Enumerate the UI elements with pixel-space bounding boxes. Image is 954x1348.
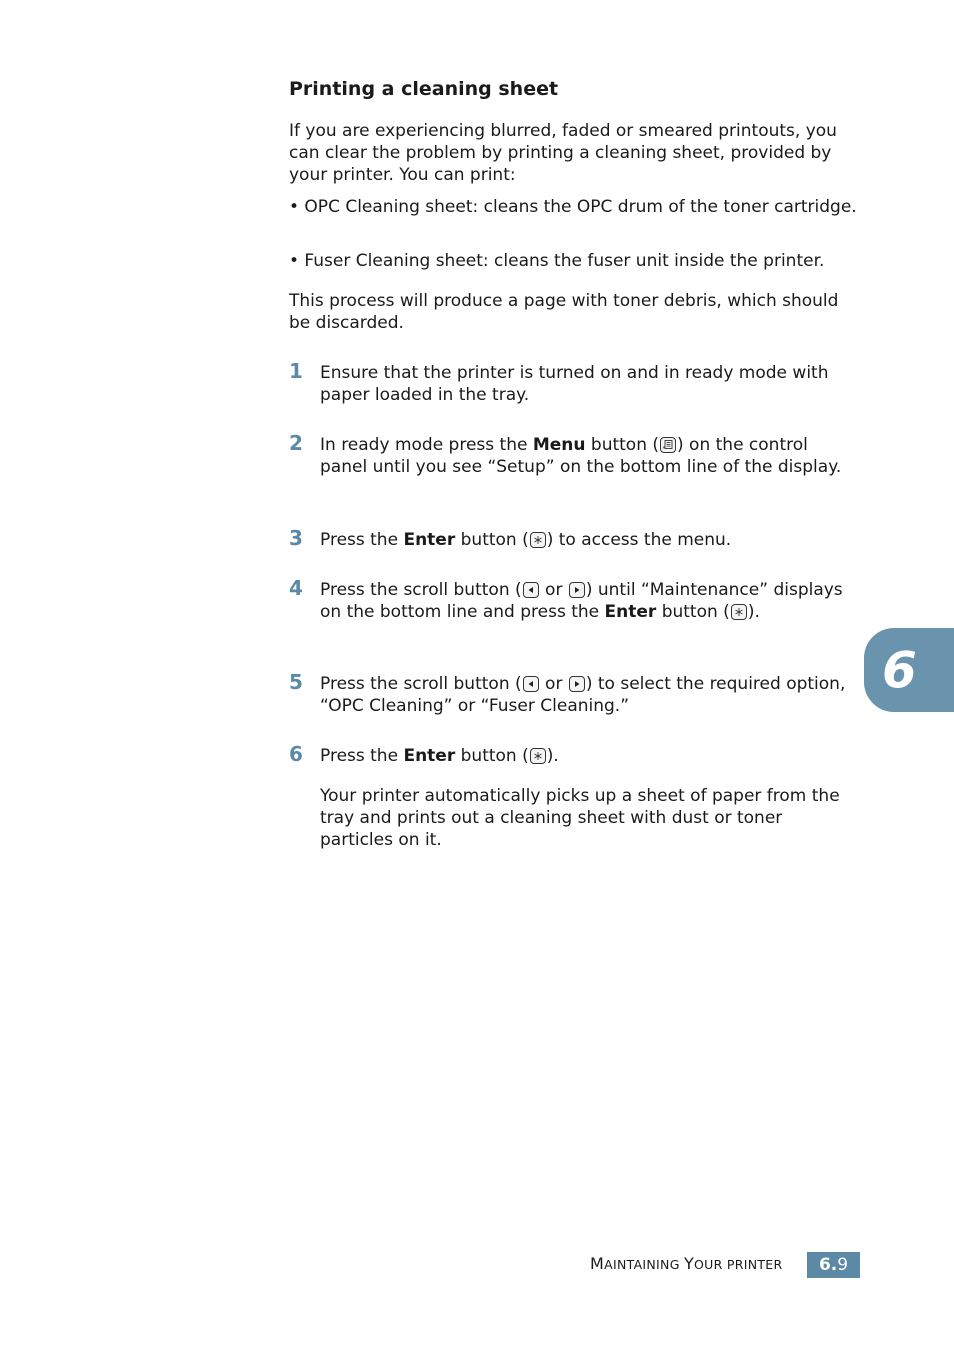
section-heading: Printing a cleaning sheet: [289, 78, 559, 100]
step-number: 3: [289, 526, 303, 550]
step-4: [289, 576, 859, 623]
footer-chapter-title: MAINTAINING YOUR PRINTER: [590, 1254, 783, 1273]
enter-button-label: Enter: [403, 746, 456, 766]
step-number: 5: [289, 670, 303, 694]
scroll-right-key-icon: [569, 676, 585, 692]
scroll-left-key-icon: [523, 676, 539, 692]
step-text: Press the Enter button ( ) to access the menu.: [320, 530, 732, 550]
step-number: 1: [289, 359, 303, 383]
scroll-left-key-icon: [523, 582, 539, 598]
step-text: Press the scroll button ( or ) to select the required option, “OPC Cleaning” or “Fuser Cleaning.”: [320, 674, 846, 716]
step-text: Press the Enter button ( ).: [320, 746, 559, 766]
step-2: [289, 431, 859, 478]
page-number: 9: [837, 1255, 849, 1275]
enter-key-icon: [530, 532, 546, 548]
step-3: [289, 526, 859, 551]
step-6-followup: Your printer automatically picks up a sheet of paper from the tray and prints out a cleaning sheet with dust or toner particles on it.: [320, 786, 840, 850]
discard-note: This process will produce a page with toner debris, which should be discarded.: [289, 291, 839, 333]
step-number: 4: [289, 576, 303, 600]
chapter-tab-number: 6: [882, 641, 917, 699]
step-number: 2: [289, 431, 303, 455]
bullet-opc: • OPC Cleaning sheet: cleans the OPC drum of the toner cartridge.: [289, 197, 857, 217]
step-text: Press the scroll button ( or ) until “Maintenance” displays on the bottom line and press the Enter button ( ).: [320, 580, 843, 622]
enter-button-label: Enter: [604, 602, 657, 622]
enter-key-icon: [731, 604, 747, 620]
bullet-fuser: • Fuser Cleaning sheet: cleans the fuser unit inside the printer.: [289, 251, 825, 271]
chapter-tab: [864, 628, 954, 712]
step-number: 6: [289, 742, 303, 766]
enter-button-label: Enter: [403, 530, 456, 550]
svg-text:*: *: [662, 445, 666, 451]
step-5: [289, 670, 859, 717]
step-text: Ensure that the printer is turned on and in ready mode with paper loaded in the tray.: [320, 363, 829, 405]
page-number-badge: [807, 1252, 860, 1278]
menu-key-icon: [660, 437, 676, 453]
step-6: [289, 742, 859, 851]
enter-key-icon: [530, 748, 546, 764]
scroll-right-key-icon: [569, 582, 585, 598]
menu-button-label: Menu: [532, 435, 586, 455]
step-1: [289, 359, 859, 406]
intro-paragraph: If you are experiencing blurred, faded or smeared printouts, you can clear the problem by printing a cleaning sheet, provided by your printer. You can print:: [289, 121, 837, 185]
step-text: In ready mode press the Menu button ( * ) on the control panel until you see “Setup” on the bottom line of the display.: [320, 435, 842, 477]
chapter-number: 6.: [818, 1255, 838, 1275]
